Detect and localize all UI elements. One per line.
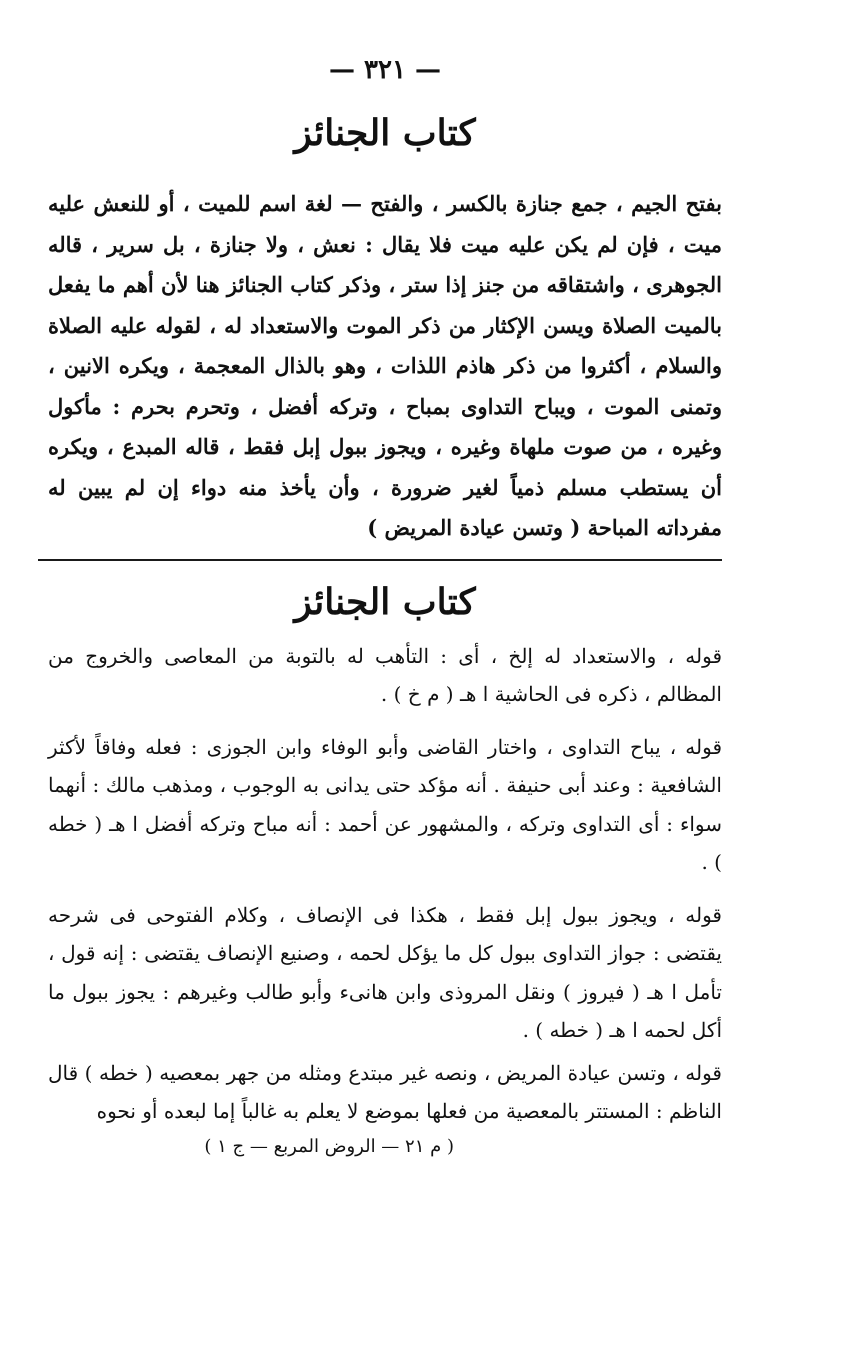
section-divider bbox=[38, 559, 722, 561]
commentary-paragraph: قوله ، وتسن عيادة المريض ، ونصه غير مبتدع ومثله من جهر بمعصيه ( خطه ) قال الناظم : المستتر بالمعصية من فعلها بموضع لا يعلم به غالباً إما لبعده أو نحوه bbox=[48, 1060, 722, 1123]
commentary-paragraph: قوله ، والاستعداد له إلخ ، أى : التأهب له بالتوبة من المعاصى والخروج من المظالم ، ذكره فى الحاشية ا هـ ( م خ ) . bbox=[48, 643, 722, 706]
footer-signature: ( م ٢١ — الروض المربع — ج ١ ) bbox=[204, 1135, 454, 1157]
commentary-paragraph: قوله ، ويجوز ببول إبل فقط ، هكذا فى الإنصاف ، وكلام الفتوحى فى شرحه يقتضى : جواز التداوى ببول كل ما يؤكل لحمه ، وصنيع الإنصاف يقتضى : إنه قول ، تأمل ا هـ ( فيروز ) ونقل المروذى وابن هانىء وأبو طالب وغيرهم : يجوز ببول ما أكل لحمه ا هـ ( خطه ) . bbox=[48, 902, 722, 1042]
commentary-paragraph: قوله ، يباح التداوى ، واختار القاضى وأبو الوفاء وابن الجوزى : فعله وفاقاً لأكثر الشافعية : وعند أبى حنيفة . أنه مؤكد حتى يدانى به الوجوب ، ومذهب مالك : أنهما سواء : أى التداوى وتركه ، والمشهور عن أحمد : أنه مباح وتركه أفضل ا هـ ( خطه ) . bbox=[48, 734, 723, 874]
chapter-title: كتاب الجنائز bbox=[294, 112, 476, 154]
page-number: — ٣٢١ — bbox=[328, 55, 442, 85]
main-text: بفتح الجيم ، جمع جنازة بالكسر ، والفتح — لغة اسم للميت ، أو للنعش عليه ميت ، فإن لم يكن عليه ميت فلا يقال : نعش ، ولا جنازة ، بل سرير ، قاله الجوهرى ، واشتقاقه من جنز إذا ستر ، وذكر كتاب الجنائز هنا لأن أهم ما يفعل بالميت الصلاة ويسن الإكثار من ذكر الموت والاستعداد له ، لقوله عليه الصلاة والسلام ، أكثروا من ذكر هاذم اللذات ، وهو بالذال المعجمة ، ويكره الانين ، وتمنى الموت ، ويباح التداوى بمباح ، وتركه أفضل ، وتحرم بحرم : مأكول وغيره ، من صوت ملهاة وغيره ، ويجوز ببول إبل فقط ، قاله المبدع ، ويكره أن يستطب مسلم ذمياً لغير ضرورة ، وأن يأخذ منه دواء إن لم يبين له مفرداته المباحة ( وتسن عيادة المريض ) bbox=[48, 191, 722, 540]
commentary-title: كتاب الجنائز bbox=[294, 580, 476, 623]
page-content bbox=[48, 50, 722, 1161]
